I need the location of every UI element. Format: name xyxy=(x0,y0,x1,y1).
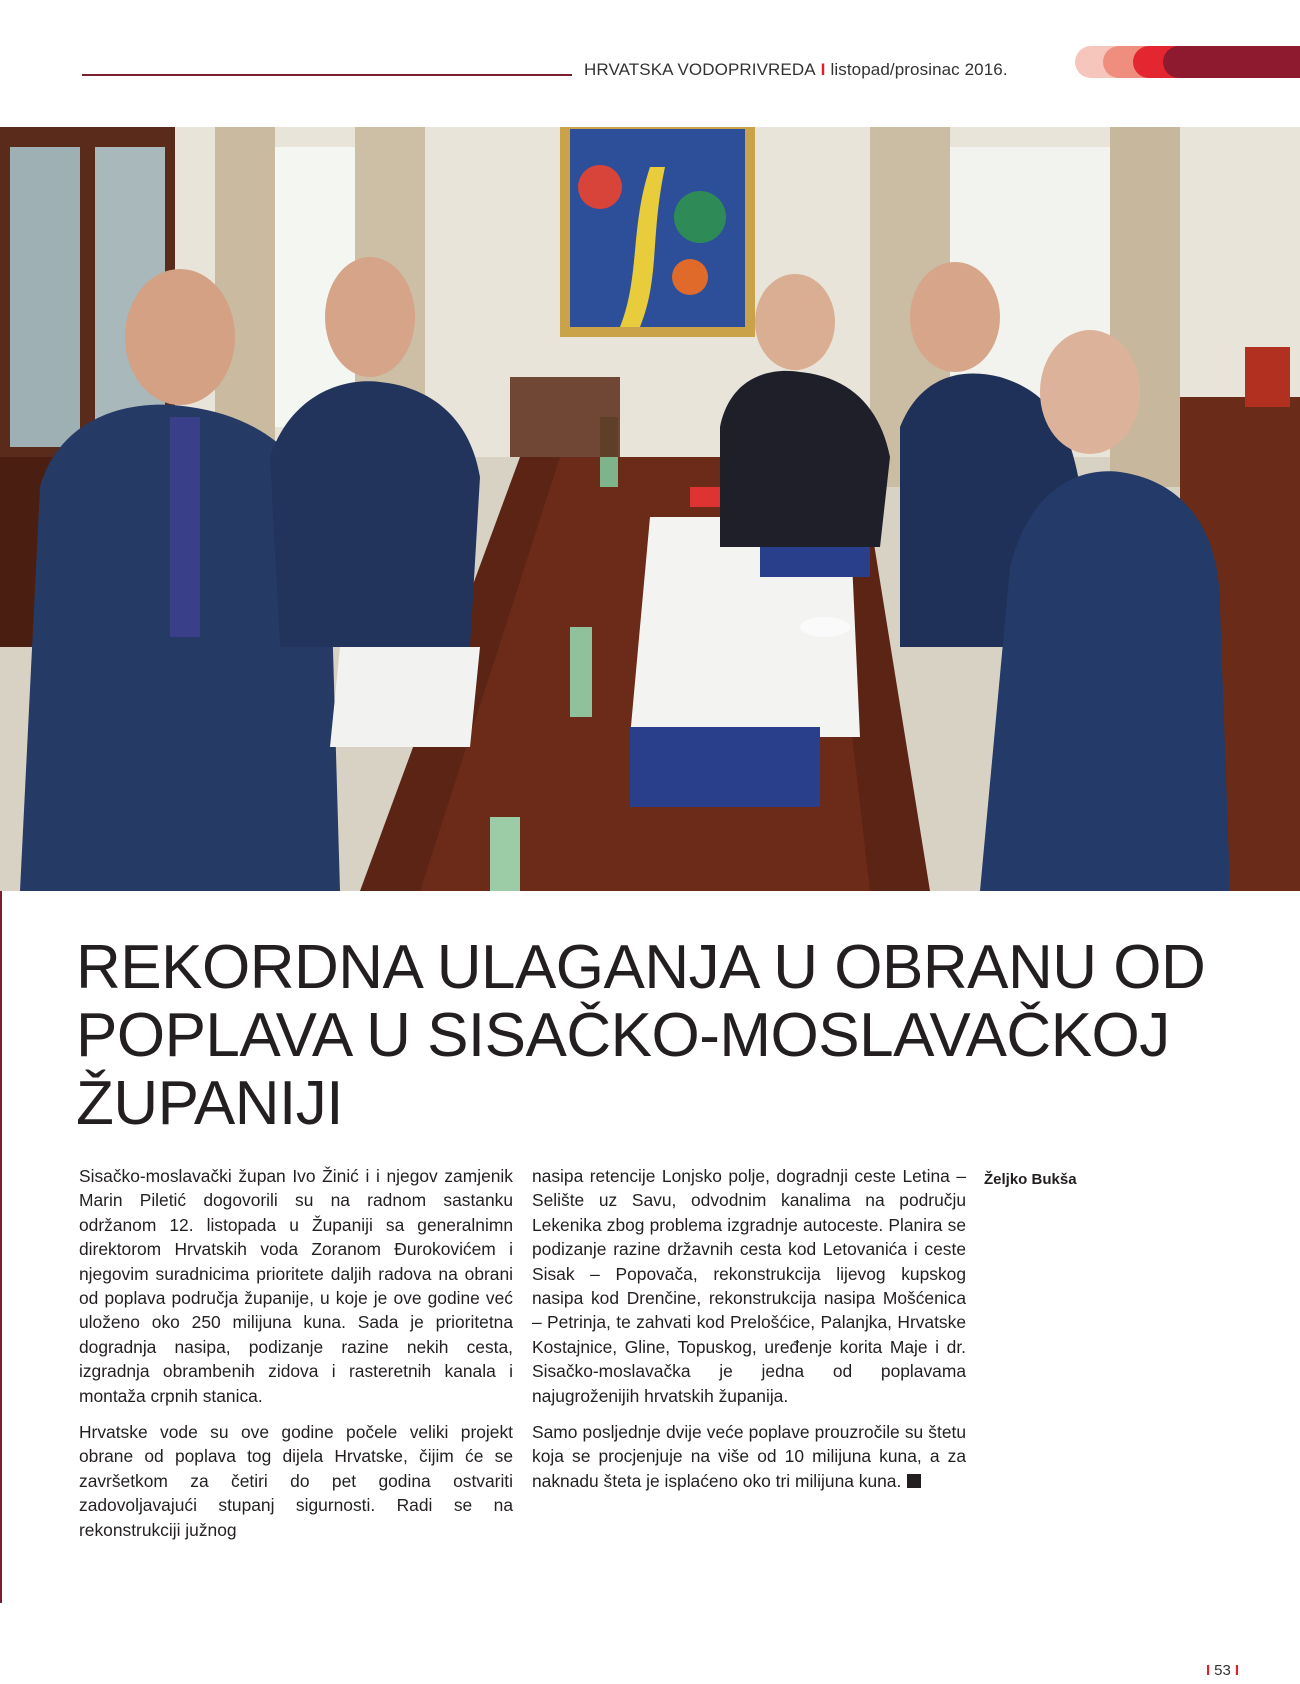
paragraph: nasipa retencije Lonjsko polje, dogradnji ceste Letina – Selište uz Savu, odvodnim kanalima na području Lekenika zbog problema izgradnje autoceste. Planira se podizanje razine državnih cesta kod Letovanića i ceste Sisak – Popovača, rekonstrukcija lijevog kupskog nasipa kod Drenčine, rekonstrukcija nasipa Mošćenica – Petrinja, te zahvati kod Prelošćice, Palanjka, Hrvatske Kostajnice, Gline, Topuskog, uređenje korita Maje i dr. Sisačko-moslavačka je jedna od poplavama najugroženijih hrvatskih županija. xyxy=(532,1166,966,1406)
paragraph-text: Samo posljednje dvije veće poplave prouzročile su štetu koja se procjenjuje na više od 10 milijuna kuna, a za naknadu šteta je isplaćeno oko tri milijuna kuna. xyxy=(532,1422,966,1491)
paragraph: Hrvatske vode su ove godine počele veliki projekt obrane od poplava tog dijela Hrvatske, čijim će se završetkom za četiri do pet godina ostvariti zadovoljavajući stupanj sigurnosti. Radi se na rekonstrukciji južnog xyxy=(79,1422,513,1540)
issue-date: listopad/prosinac 2016. xyxy=(830,60,1008,79)
page-number: 53 xyxy=(1214,1662,1231,1679)
tab-burgundy xyxy=(1163,46,1300,78)
running-header xyxy=(584,60,1008,80)
end-mark-icon xyxy=(907,1474,921,1488)
paragraph-last xyxy=(532,1420,966,1493)
section-tabs-decoration xyxy=(1075,46,1300,78)
meeting-photo-illustration xyxy=(0,127,1300,891)
article-title: REKORDNA ULAGANJA U OBRANU OD POPLAVA U SISAČKO-MOSLAVAČKOJ ŽUPANIJI xyxy=(76,933,1206,1138)
publication-name: HRVATSKA VODOPRIVREDA xyxy=(584,60,816,79)
text-column-2 xyxy=(532,1164,966,1505)
page-bar-left: I xyxy=(1206,1662,1211,1679)
header-rule xyxy=(82,74,572,76)
author-byline: Željko Bukša xyxy=(984,1171,1077,1188)
header-separator: I xyxy=(820,60,826,79)
text-column-1 xyxy=(79,1164,513,1554)
article-photo xyxy=(0,127,1300,891)
paragraph: Sisačko-moslavački župan Ivo Žinić i i njegov zamjenik Marin Piletić dogovorili su na radnom sastanku održanom 12. listopada u Županiji sa generalnimn direktorom Hrvatskih voda Zoranom Đurokovićem i njegovim suradnicima prioritete daljih radova na obrani od poplava područja županije, u koje je ove godine već uloženo oko 250 milijuna kuna. Sada je prioritetna dogradnja nasipa, podizanje razine nekih cesta, izgradnja obrambenih zidova i rasteretnih kanala i montaža crpnih stanica. xyxy=(79,1166,513,1406)
page-margin-rule xyxy=(0,891,2,1603)
page-number-block xyxy=(1202,1662,1243,1679)
page-bar-right: I xyxy=(1234,1662,1240,1679)
